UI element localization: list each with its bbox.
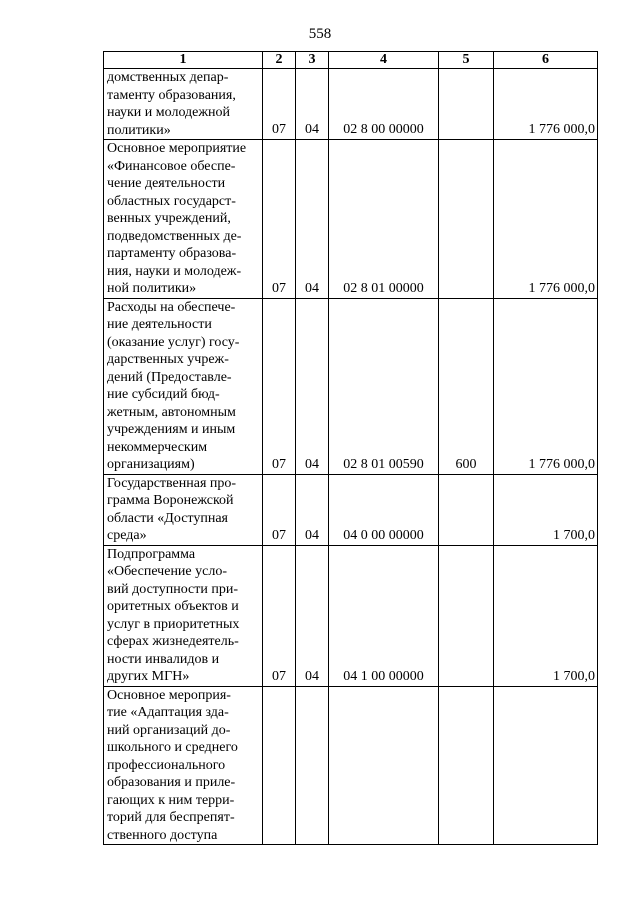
row-amount: 1 776 000,0 (494, 69, 598, 140)
row-expense-type (439, 474, 494, 545)
row-amount: 1 700,0 (494, 474, 598, 545)
row-description: Основное мероприя- тие «Адаптация зда- ний организаций до- школьного и среднего профессионального образования и приле- гающих к ним терри- торий для беспрепят- ственного доступа (104, 686, 263, 845)
row-section: 07 (263, 474, 296, 545)
col-header: 2 (263, 52, 296, 69)
row-description: Расходы на обеспече- ние деятельности (оказание услуг) госу- дарственных учреж- дений (Предоставле- ние субсидий бюд- жетным, автономным учреждениям и иным некоммерческим организациям) (104, 298, 263, 474)
row-target-code: 04 0 00 00000 (329, 474, 439, 545)
row-subsection: 04 (296, 140, 329, 299)
table-row (104, 545, 598, 686)
row-section: 07 (263, 69, 296, 140)
row-amount: 1 700,0 (494, 545, 598, 686)
row-target-code: 02 8 01 00000 (329, 140, 439, 299)
row-description: домственных депар- таменту образования, науки и молодежной политики» (104, 69, 263, 140)
row-expense-type (439, 686, 494, 845)
table-row (104, 686, 598, 845)
table-row (104, 140, 598, 299)
row-subsection (296, 686, 329, 845)
table-row (104, 298, 598, 474)
page-number: 558 (308, 26, 332, 42)
row-description: Государственная про- грамма Воронежской области «Доступная среда» (104, 474, 263, 545)
budget-table (103, 51, 598, 845)
row-description: Основное мероприятие «Финансовое обеспе- чение деятельности областных государст- венных учреждений, подведомственных де- партаменту образова- ния, науки и молодеж- ной политики» (104, 140, 263, 299)
row-description: Подпрограмма «Обеспечение усло- вий доступности при- оритетных объектов и услуг в приоритетных сферах жизнедеятель- ности инвалидов и других МГН» (104, 545, 263, 686)
row-expense-type (439, 69, 494, 140)
row-amount (494, 686, 598, 845)
row-subsection: 04 (296, 474, 329, 545)
row-target-code: 04 1 00 00000 (329, 545, 439, 686)
col-header: 1 (104, 52, 263, 69)
row-target-code: 02 8 00 00000 (329, 69, 439, 140)
row-section (263, 686, 296, 845)
table-row (104, 69, 598, 140)
row-section: 07 (263, 140, 296, 299)
row-target-code (329, 686, 439, 845)
table-row (104, 474, 598, 545)
row-target-code: 02 8 01 00590 (329, 298, 439, 474)
row-amount: 1 776 000,0 (494, 298, 598, 474)
row-section: 07 (263, 298, 296, 474)
row-expense-type (439, 545, 494, 686)
row-expense-type (439, 140, 494, 299)
col-header: 4 (329, 52, 439, 69)
row-subsection: 04 (296, 298, 329, 474)
row-expense-type: 600 (439, 298, 494, 474)
row-amount: 1 776 000,0 (494, 140, 598, 299)
col-header: 5 (439, 52, 494, 69)
row-subsection: 04 (296, 69, 329, 140)
row-subsection: 04 (296, 545, 329, 686)
col-header: 3 (296, 52, 329, 69)
row-section: 07 (263, 545, 296, 686)
col-header: 6 (494, 52, 598, 69)
header-row (104, 52, 598, 69)
